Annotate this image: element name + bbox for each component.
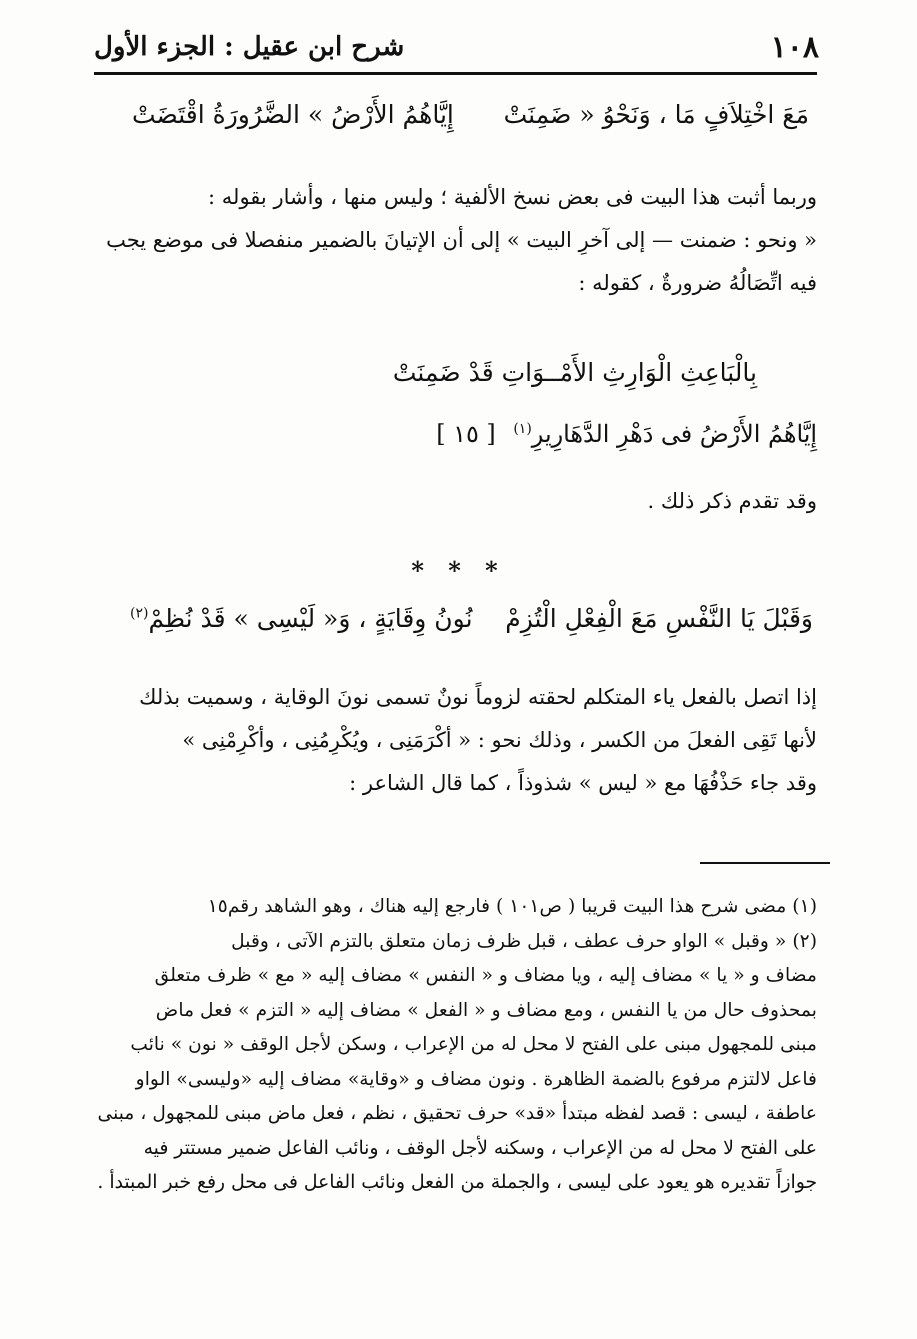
verse1-second-hemistich: إِيَّاهُمُ الأَرْضُ » الضَّرُورَةُ اقْتَضَتْ xyxy=(132,100,454,129)
shahid-number: [ ١٥ ] xyxy=(436,420,496,448)
text-line: وربما أثبت هذا البيت فى بعض نسخ الألفية ؛ وليس منها ، وأشار بقوله : xyxy=(208,185,817,209)
footnote-ref-1: (١) xyxy=(513,421,532,438)
footnote-line: عاطفة ، ليسى : قصد لفظه مبتدأ «قد» حرف تحقيق ، نظم ، فعل ماض مبنى للمجهول ، مبنى xyxy=(97,1103,817,1124)
text-line: « ونحو : ضمنت — إلى آخرِ البيت » إلى أن الإتيانَ بالضمير منفصلا فى موضع يجب xyxy=(106,228,817,252)
poem-line-1: بِالْبَاعِثِ الْوَارِثِ الأَمْــوَاتِ قَدْ ضَمِنَتْ xyxy=(392,358,757,387)
commentary-paragraph-3 xyxy=(139,676,817,805)
running-title: شرح ابن عقيل : الجزء الأول xyxy=(94,32,405,62)
footnote-line: مضاف و « يا » مضاف إليه ، ويا مضاف و « النفس » مضاف إليه « مع » ظرف متعلق xyxy=(154,965,817,986)
header-rule xyxy=(94,72,817,75)
poem-line-2-text: إِيَّاهُمُ الأَرْضُ فى دَهْرِ الدَّهَارِيرِ xyxy=(531,420,817,448)
text-line: وقد تقدم ذكر ذلك . xyxy=(647,489,817,513)
text-line: إذا اتصل بالفعل ياء المتكلم لحقته لزوماً نونٌ تسمى نونَ الوقاية ، وسميت بذلك xyxy=(139,685,817,709)
footnote-rule xyxy=(700,862,830,864)
page-header xyxy=(94,22,819,72)
text-line: فيه اتِّصَالُهُ ضرورةٌ ، كقوله : xyxy=(578,271,817,295)
footnote-line: جوازاً تقديره هو يعود على ليسى ، والجملة من الفعل ونائب الفاعل فى محل رفع خبر المبتدأ . xyxy=(97,1172,817,1193)
footnote-line: (١) مضى شرح هذا البيت قريبا ( ص١٠١ ) فارجع إليه هناك ، وهو الشاهد رقم١٥ xyxy=(207,896,817,917)
footnotes xyxy=(97,890,817,1201)
text-line: وقد جاء حَذْفُهَا مع « ليس » شذوذاً ، كما قال الشاعر : xyxy=(349,771,817,795)
footnote-line: على الفتح لا محل له من الإعراب ، وسكنه لأجل الوقف ، ونائب الفاعل ضمير مستتر فيه xyxy=(143,1137,817,1159)
text-line: لأنها تَقِى الفعلَ من الكسر ، وذلك نحو : « أكْرَمَنِى ، ويُكْرِمُنِى ، وأكْرِمْنِى » xyxy=(182,728,817,752)
verse1-first-hemistich: مَعَ اخْتِلاَفٍ مَا ، وَنَحْوُ « ضَمِنَتْ xyxy=(503,100,809,129)
commentary-paragraph-2 xyxy=(648,480,817,523)
section-separator: * * * xyxy=(411,556,506,585)
commentary-paragraph-1 xyxy=(106,176,817,305)
verse2-first-hemistich: وَقَبْلَ يَا النَّفْسِ مَعَ الْفِعْلِ الْتُزِمْ xyxy=(505,604,813,633)
footnote-line: (٢) « وقبل » الواو حرف عطف ، قبل ظرف زمان متعلق بالتزم الآتى ، وقبل xyxy=(231,930,817,952)
footnote-ref-2: (٢) xyxy=(130,605,149,622)
footnote-line: مبنى للمجهول مبنى على الفتح لا محل له من الإعراب ، وسكن لأجل الوقف « نون » نائب xyxy=(130,1034,817,1055)
verse2-second-hemistich xyxy=(130,604,473,633)
page-number: ١٠٨ xyxy=(770,29,819,65)
footnote-line: بمحذوف حال من يا النفس ، ومع مضاف و « الفعل » مضاف إليه « التزم » فعل ماض xyxy=(155,999,817,1021)
footnote-line: فاعل لالتزم مرفوع بالضمة الظاهرة . ونون مضاف و «وقاية» مضاف إليه «وليسى» الواو xyxy=(135,1068,817,1090)
poem-line-2 xyxy=(436,420,817,448)
verse2-second-hemistich-text: نُونُ وِقَايَةٍ ، وَ« لَيْسِى » قَدْ نُظِمْ xyxy=(148,604,473,633)
